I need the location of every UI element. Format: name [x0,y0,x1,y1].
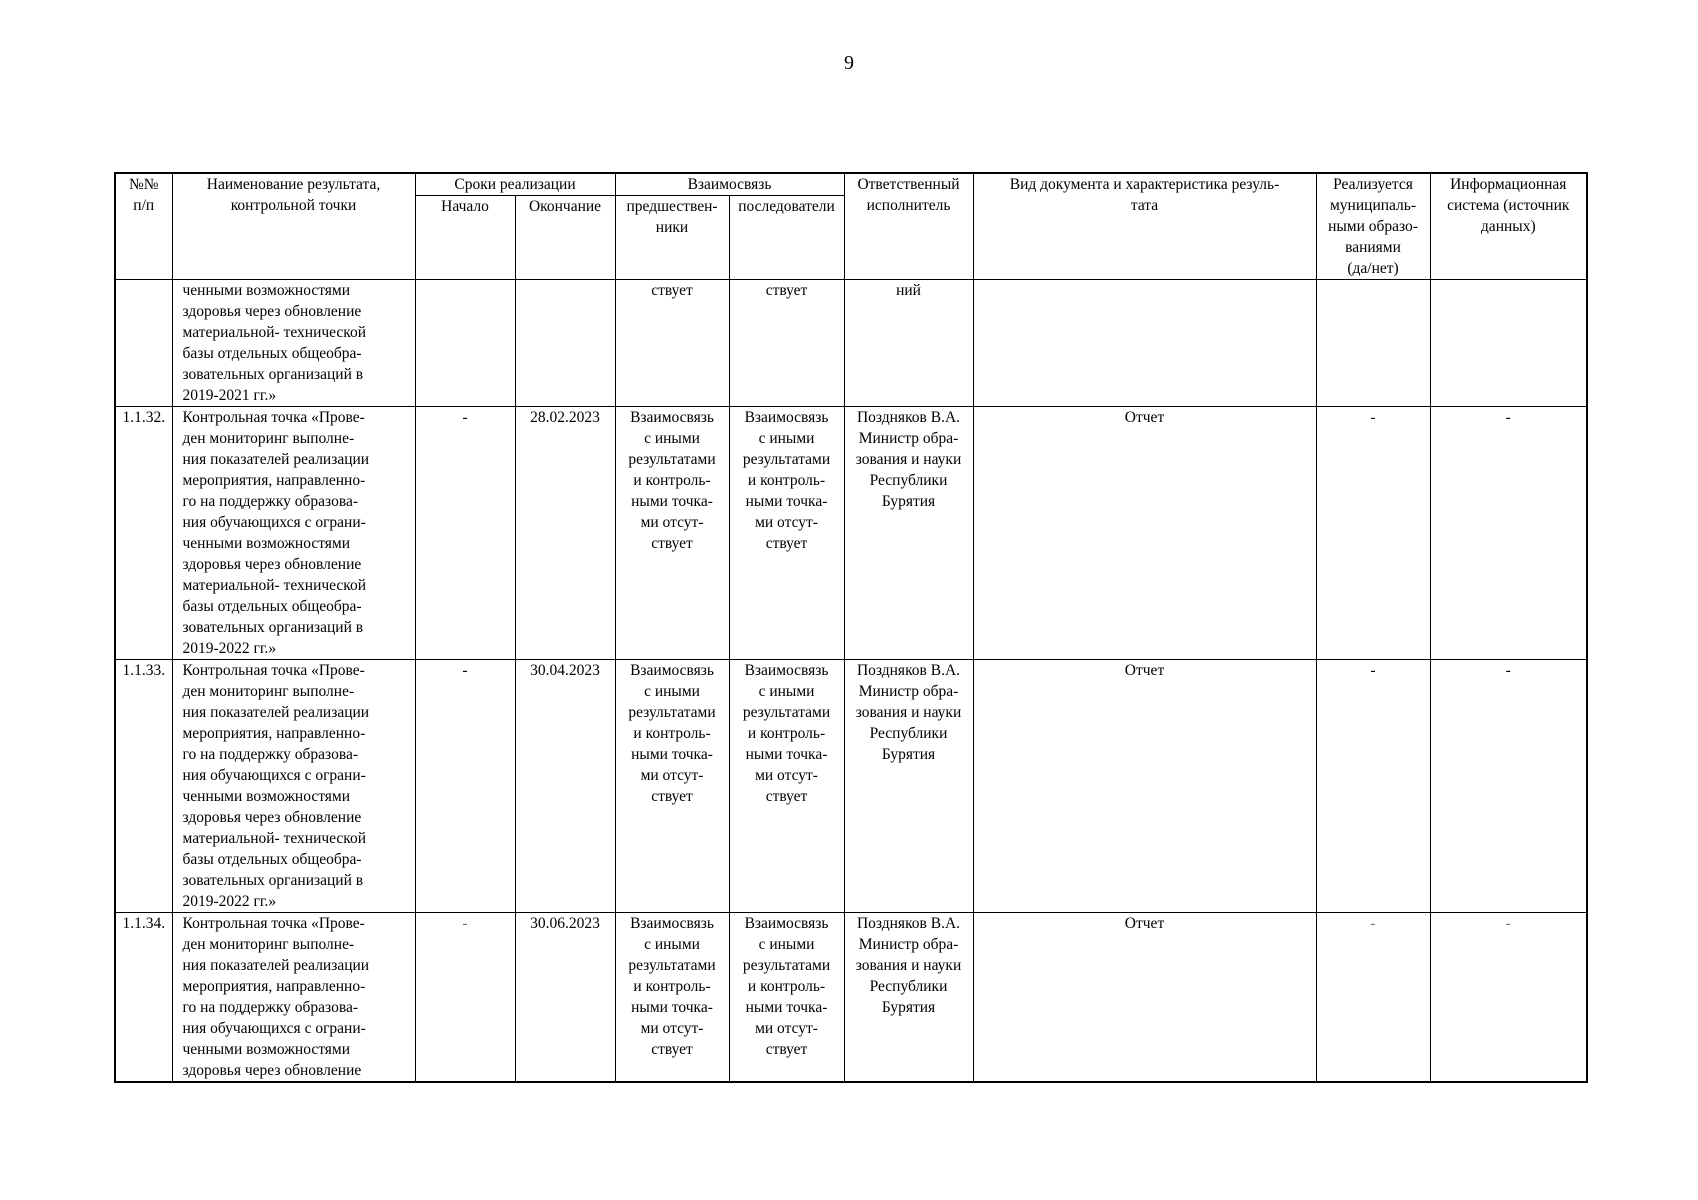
cell-end: 28.02.2023 [515,407,615,660]
header-num: №№ п/п [115,173,172,280]
cell-predecessors: Взаимосвязь с иными результатами и контроль- ными точка- ми отсут- ствует [615,913,729,1083]
cell-responsible: Поздняков В.А. Министр обра- зования и науки Республики Бурятия [844,407,973,660]
cell-municipal: - [1316,913,1430,1083]
cell-name: Контрольная точка «Прове- ден мониторинг выполне- ния показателей реализации мероприятия, направленно- го на поддержку образова- ния обучающихся с ограни- ченными возможностями здоровья через обновление [172,913,415,1083]
cell-info-system: - [1430,407,1587,660]
cell-start [415,280,515,407]
table-row [115,660,1587,913]
header-name: Наименование результата, контрольной точки [172,173,415,280]
cell-document: Отчет [973,407,1316,660]
cell-num: 1.1.34. [115,913,172,1083]
cell-end: 30.06.2023 [515,913,615,1083]
cell-document: Отчет [973,913,1316,1083]
cell-num: 1.1.33. [115,660,172,913]
table-row [115,407,1587,660]
plan-table [114,172,1588,1083]
header-successors: последователи [729,196,844,280]
cell-end [515,280,615,407]
cell-predecessors: ствует [615,280,729,407]
header-municipal: Реализуется муниципаль- ными образо- ваниями (да/нет) [1316,173,1430,280]
cell-municipal: - [1316,660,1430,913]
cell-document: Отчет [973,660,1316,913]
cell-responsible: Поздняков В.А. Министр обра- зования и науки Республики Бурятия [844,913,973,1083]
cell-num [115,280,172,407]
cell-name: Контрольная точка «Прове- ден мониторинг выполне- ния показателей реализации мероприятия, направленно- го на поддержку образова- ния обучающихся с ограни- ченными возможностями здоровья через обновление материальной- технической базы отдельных общеобра- зовательных организаций в 2019-2022 гг.» [172,660,415,913]
header-start: Начало [415,196,515,280]
header-end: Окончание [515,196,615,280]
cell-predecessors: Взаимосвязь с иными результатами и контроль- ными точка- ми отсут- ствует [615,660,729,913]
cell-successors: Взаимосвязь с иными результатами и контроль- ными точка- ми отсут- ствует [729,407,844,660]
cell-successors: Взаимосвязь с иными результатами и контроль- ными точка- ми отсут- ствует [729,913,844,1083]
cell-successors: ствует [729,280,844,407]
cell-info-system [1430,280,1587,407]
cell-responsible: ний [844,280,973,407]
cell-num: 1.1.32. [115,407,172,660]
cell-end: 30.04.2023 [515,660,615,913]
table-row [115,913,1587,1083]
cell-successors: Взаимосвязь с иными результатами и контроль- ными точка- ми отсут- ствует [729,660,844,913]
header-document: Вид документа и характеристика резуль- тата [973,173,1316,280]
cell-start: - [415,660,515,913]
table-row [115,280,1587,407]
header-responsible: Ответственный исполнитель [844,173,973,280]
cell-name: Контрольная точка «Прове- ден мониторинг выполне- ния показателей реализации мероприятия, направленно- го на поддержку образова- ния обучающихся с ограни- ченными возможностями здоровья через обновление материальной- технической базы отдельных общеобра- зовательных организаций в 2019-2022 гг.» [172,407,415,660]
header-terms: Сроки реализации [415,173,615,196]
cell-municipal [1316,280,1430,407]
header-predecessors: предшествен- ники [615,196,729,280]
header-info-system: Информационная система (источник данных) [1430,173,1587,280]
cell-predecessors: Взаимосвязь с иными результатами и контроль- ными точка- ми отсут- ствует [615,407,729,660]
cell-document [973,280,1316,407]
header-link: Взаимосвязь [615,173,844,196]
cell-municipal: - [1316,407,1430,660]
cell-name: ченными возможностями здоровья через обновление материальной- технической базы отдельных общеобра- зовательных организаций в 2019-2021 гг.» [172,280,415,407]
cell-info-system: - [1430,913,1587,1083]
cell-start: - [415,913,515,1083]
page-number: 9 [844,52,854,74]
cell-responsible: Поздняков В.А. Министр обра- зования и науки Республики Бурятия [844,660,973,913]
cell-start: - [415,407,515,660]
cell-info-system: - [1430,660,1587,913]
